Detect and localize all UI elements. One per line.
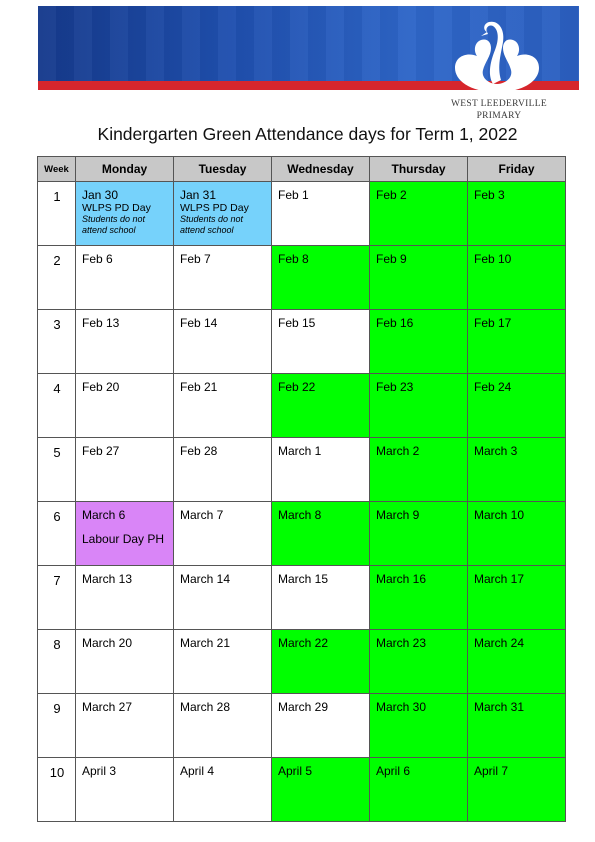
- date-label: March 17: [474, 572, 525, 586]
- table-row: [38, 310, 566, 374]
- date-label: April 6: [376, 764, 411, 778]
- day-cell-tuesday: [174, 502, 272, 566]
- date-label: March 30: [376, 700, 427, 714]
- day-cell-wednesday: [272, 694, 370, 758]
- day-cell-monday: [76, 310, 174, 374]
- attendance-table: [37, 156, 566, 822]
- date-label: Feb 7: [180, 252, 211, 266]
- day-cell-wednesday: [272, 566, 370, 630]
- date-label: Feb 27: [82, 444, 120, 458]
- date-label: Feb 28: [180, 444, 218, 458]
- date-label: Feb 6: [82, 252, 113, 266]
- pd-day-note: WLPS PD Day: [82, 202, 151, 214]
- table-body: [38, 182, 566, 822]
- day-cell-wednesday: [272, 182, 370, 246]
- table-row: [38, 758, 566, 822]
- week-number: 10: [38, 758, 76, 822]
- date-label: March 23: [376, 636, 427, 650]
- date-label: March 29: [278, 700, 329, 714]
- table-row: [38, 438, 566, 502]
- date-label: Feb 3: [474, 188, 505, 202]
- date-label: March 15: [278, 572, 329, 586]
- week-number: 8: [38, 630, 76, 694]
- day-cell-wednesday: [272, 758, 370, 822]
- header-monday: Monday: [76, 157, 174, 182]
- day-cell-thursday: [370, 694, 468, 758]
- day-cell-tuesday: [174, 374, 272, 438]
- date-label: April 4: [180, 764, 215, 778]
- day-cell-tuesday: [174, 438, 272, 502]
- header-week: Week: [38, 157, 76, 182]
- day-cell-wednesday: [272, 310, 370, 374]
- day-cell-tuesday: [174, 630, 272, 694]
- date-label: March 20: [82, 636, 133, 650]
- date-label: March 16: [376, 572, 427, 586]
- date-label: Feb 9: [376, 252, 407, 266]
- public-holiday-note: Labour Day PH: [82, 532, 165, 546]
- day-cell-friday: [468, 374, 566, 438]
- day-cell-thursday: [370, 566, 468, 630]
- table-row: [38, 630, 566, 694]
- pd-day-subnote: Students do not attend school: [82, 214, 146, 235]
- table-row: [38, 246, 566, 310]
- date-label: Feb 1: [278, 188, 309, 202]
- day-cell-monday: [76, 438, 174, 502]
- date-label: Feb 24: [474, 380, 512, 394]
- date-label: April 5: [278, 764, 313, 778]
- day-cell-wednesday: [272, 502, 370, 566]
- date-label: Feb 15: [278, 316, 316, 330]
- table-row: [38, 694, 566, 758]
- date-label: March 21: [180, 636, 231, 650]
- day-cell-tuesday: [174, 566, 272, 630]
- swan-logo-icon: [447, 20, 547, 96]
- date-label: Feb 20: [82, 380, 120, 394]
- day-cell-friday: [468, 438, 566, 502]
- header-tuesday: Tuesday: [174, 157, 272, 182]
- day-cell-thursday: [370, 438, 468, 502]
- date-label: Feb 21: [180, 380, 218, 394]
- day-cell-tuesday: [174, 758, 272, 822]
- table-row: [38, 374, 566, 438]
- day-cell-monday: [76, 566, 174, 630]
- date-label: Feb 23: [376, 380, 414, 394]
- date-label: March 3: [474, 444, 518, 458]
- school-name: [447, 98, 551, 122]
- date-label: Feb 8: [278, 252, 309, 266]
- date-label: March 7: [180, 508, 224, 522]
- week-number: 9: [38, 694, 76, 758]
- week-number: 4: [38, 374, 76, 438]
- table-row: [38, 566, 566, 630]
- date-label: March 24: [474, 636, 525, 650]
- date-label: March 13: [82, 572, 133, 586]
- week-number: 5: [38, 438, 76, 502]
- day-cell-friday: [468, 502, 566, 566]
- date-label: March 10: [474, 508, 525, 522]
- week-number: 3: [38, 310, 76, 374]
- day-cell-monday: [76, 182, 174, 246]
- date-label: March 2: [376, 444, 420, 458]
- day-cell-wednesday: [272, 246, 370, 310]
- date-label: Feb 22: [278, 380, 316, 394]
- table-header-row: [38, 157, 566, 182]
- day-cell-wednesday: [272, 374, 370, 438]
- date-label: March 6: [82, 508, 126, 522]
- header-friday: Friday: [468, 157, 566, 182]
- pd-day-subnote: Students do not attend school: [180, 214, 244, 235]
- day-cell-friday: [468, 694, 566, 758]
- day-cell-thursday: [370, 374, 468, 438]
- day-cell-wednesday: [272, 630, 370, 694]
- date-label: March 28: [180, 700, 231, 714]
- school-name-line1: WEST LEEDERVILLE: [451, 99, 547, 109]
- week-number: 2: [38, 246, 76, 310]
- day-cell-tuesday: [174, 182, 272, 246]
- date-label: March 14: [180, 572, 231, 586]
- date-label: Feb 13: [82, 316, 120, 330]
- day-cell-tuesday: [174, 310, 272, 374]
- date-label: Jan 31: [180, 188, 217, 202]
- school-name-line2: PRIMARY: [476, 111, 522, 121]
- day-cell-monday: [76, 374, 174, 438]
- day-cell-thursday: [370, 630, 468, 694]
- date-label: Feb 10: [474, 252, 512, 266]
- date-label: April 3: [82, 764, 117, 778]
- day-cell-thursday: [370, 502, 468, 566]
- pd-day-note: WLPS PD Day: [180, 202, 249, 214]
- day-cell-monday: [76, 246, 174, 310]
- day-cell-tuesday: [174, 694, 272, 758]
- day-cell-friday: [468, 182, 566, 246]
- day-cell-thursday: [370, 182, 468, 246]
- date-label: Feb 2: [376, 188, 407, 202]
- day-cell-tuesday: [174, 246, 272, 310]
- header-wednesday: Wednesday: [272, 157, 370, 182]
- header-thursday: Thursday: [370, 157, 468, 182]
- date-label: March 27: [82, 700, 133, 714]
- day-cell-monday: [76, 630, 174, 694]
- date-label: March 9: [376, 508, 420, 522]
- date-label: March 22: [278, 636, 329, 650]
- date-label: Feb 16: [376, 316, 414, 330]
- date-label: Feb 17: [474, 316, 512, 330]
- date-label: March 1: [278, 444, 322, 458]
- day-cell-friday: [468, 758, 566, 822]
- day-cell-friday: [468, 630, 566, 694]
- day-cell-wednesday: [272, 438, 370, 502]
- date-label: March 8: [278, 508, 322, 522]
- date-label: April 7: [474, 764, 509, 778]
- date-label: March 31: [474, 700, 525, 714]
- date-label: Jan 30: [82, 188, 119, 202]
- day-cell-monday: [76, 502, 174, 566]
- day-cell-friday: [468, 310, 566, 374]
- day-cell-thursday: [370, 246, 468, 310]
- day-cell-monday: [76, 758, 174, 822]
- day-cell-monday: [76, 694, 174, 758]
- day-cell-thursday: [370, 310, 468, 374]
- day-cell-friday: [468, 566, 566, 630]
- week-number: 7: [38, 566, 76, 630]
- day-cell-friday: [468, 246, 566, 310]
- week-number: 1: [38, 182, 76, 246]
- table-row: [38, 502, 566, 566]
- week-number: 6: [38, 502, 76, 566]
- day-cell-thursday: [370, 758, 468, 822]
- page-title: Kindergarten Green Attendance days for Term 1, 2022: [97, 124, 518, 144]
- table-row: [38, 182, 566, 246]
- date-label: Feb 14: [180, 316, 218, 330]
